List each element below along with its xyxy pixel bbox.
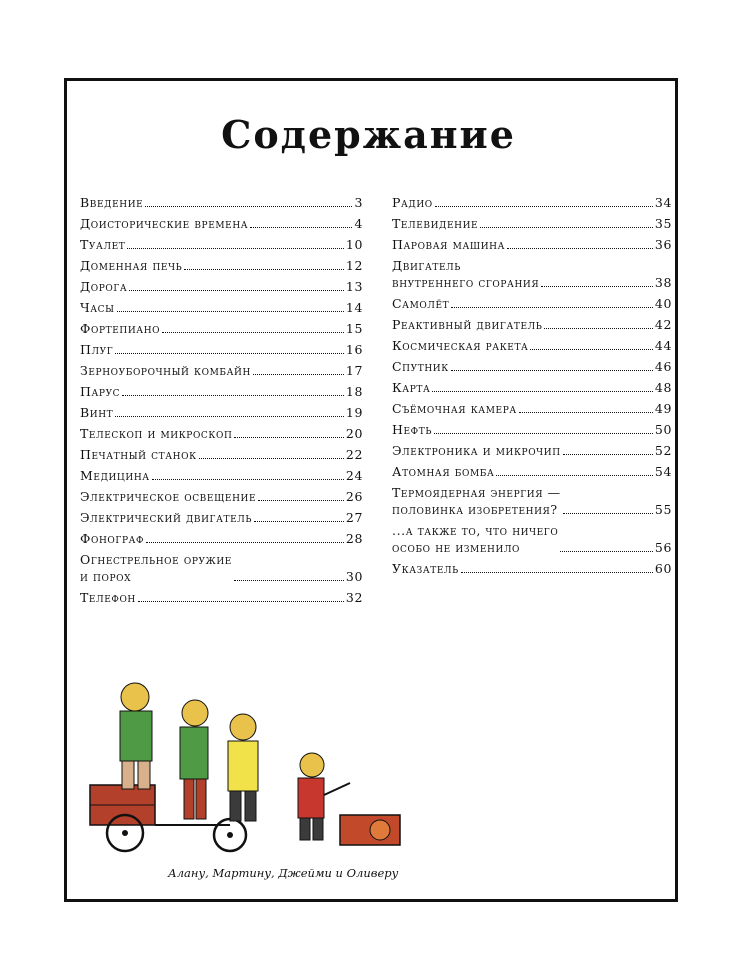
toc-entry <box>392 438 672 459</box>
page-title: Содержание <box>221 112 516 157</box>
toc-entry-title: Реактивный двигатель <box>392 317 543 332</box>
toc-entry-page: 60 <box>654 561 672 576</box>
toc-entry-title: Винт <box>80 405 114 420</box>
toc-entry-title: Атомная бомба <box>392 464 495 479</box>
toc-entry-page: 30 <box>345 569 363 584</box>
toc-entry-page: 44 <box>654 338 672 353</box>
toc-entry-title: Телескоп и микроскоп <box>80 426 233 441</box>
toc-entry <box>80 190 363 211</box>
toc-entry-title: Фонограф <box>80 531 145 546</box>
toc-entry-page: 32 <box>345 590 363 605</box>
toc-entry-page: 50 <box>654 422 672 437</box>
dot-leader <box>117 311 344 312</box>
toc-entry <box>80 505 363 526</box>
toc-entry <box>80 585 363 606</box>
dot-leader <box>435 206 653 207</box>
toc-entry-title: Туалет <box>80 237 126 252</box>
toc-entry-title: Печатный станок <box>80 447 197 462</box>
dot-leader <box>560 551 653 552</box>
toc-left-column <box>80 190 363 606</box>
toc-entry-page: 38 <box>654 275 672 290</box>
toc-entry-page: 15 <box>345 321 363 336</box>
toc-entry-title: Карта <box>392 380 431 395</box>
toc-entry <box>392 312 672 333</box>
toc-entry-page: 4 <box>354 216 363 231</box>
toc-entry-title: Доменная печь <box>80 258 183 273</box>
dot-leader <box>519 412 653 413</box>
toc-entry-page: 52 <box>654 443 672 458</box>
dot-leader <box>145 206 352 207</box>
toc-entry-title: Зерноуборочный комбайн <box>80 363 251 378</box>
toc-entry-title: Телефон <box>80 590 136 605</box>
toc-entry <box>80 400 363 421</box>
dot-leader <box>461 572 653 573</box>
dot-leader <box>199 458 344 459</box>
toc-entry-page: 3 <box>354 195 363 210</box>
toc-entry-title: Фортепиано <box>80 321 161 336</box>
toc-entry <box>80 526 363 547</box>
toc-entry-page: 28 <box>345 531 363 546</box>
toc-right-column <box>392 190 672 577</box>
dot-leader <box>250 227 352 228</box>
dot-leader <box>184 269 344 270</box>
dot-leader <box>234 580 344 581</box>
toc-entry-title: Нефть <box>392 422 433 437</box>
toc-entry <box>80 379 363 400</box>
toc-entry-title: Введение <box>80 195 144 210</box>
dot-leader <box>115 353 344 354</box>
toc-entry-page: 16 <box>345 342 363 357</box>
dot-leader <box>530 349 652 350</box>
toc-entry <box>392 480 672 518</box>
toc-entry-page: 20 <box>345 426 363 441</box>
toc-entry-title: Спутник <box>392 359 449 374</box>
toc-entry-page: 55 <box>654 502 672 517</box>
dot-leader <box>451 370 653 371</box>
toc-entry <box>80 295 363 316</box>
toc-entry <box>392 291 672 312</box>
toc-entry-title: Электроника и микрочип <box>392 443 561 458</box>
toc-entry <box>80 274 363 295</box>
toc-entry-title: Доисторические времена <box>80 216 249 231</box>
dot-leader <box>544 328 652 329</box>
dot-leader <box>563 454 653 455</box>
dot-leader <box>254 521 344 522</box>
toc-entry-title: Термоядерная энергия — половинка изобретения? <box>392 485 561 517</box>
toc-entry <box>392 417 672 438</box>
dot-leader <box>115 416 344 417</box>
toc-entry-title: Часы <box>80 300 115 315</box>
toc-entry <box>80 547 363 585</box>
toc-entry-title: Телевидение <box>392 216 479 231</box>
toc-entry-page: 54 <box>654 464 672 479</box>
toc-entry-page: 46 <box>654 359 672 374</box>
toc-entry-page: 48 <box>654 380 672 395</box>
dot-leader <box>434 433 653 434</box>
toc-entry-page: 35 <box>654 216 672 231</box>
toc-entry-page: 49 <box>654 401 672 416</box>
dot-leader <box>138 601 344 602</box>
toc-entry-page: 56 <box>654 540 672 555</box>
toc-entry <box>392 518 672 556</box>
engine-graphic <box>340 815 400 845</box>
dot-leader <box>258 500 344 501</box>
toc-entry <box>392 354 672 375</box>
toc-entry-title: Космическая ракета <box>392 338 529 353</box>
toc-entry-page: 17 <box>345 363 363 378</box>
toc-entry-page: 36 <box>654 237 672 252</box>
toc-entry <box>392 556 672 577</box>
toc-entry <box>392 232 672 253</box>
boys-with-cart-illustration <box>80 665 415 865</box>
dot-leader <box>507 248 653 249</box>
dot-leader <box>451 307 653 308</box>
boy-3 <box>228 714 258 821</box>
toc-entry <box>80 421 363 442</box>
toc-entry <box>392 333 672 354</box>
dot-leader <box>127 248 344 249</box>
toc-entry <box>392 459 672 480</box>
toc-entry-page: 42 <box>654 317 672 332</box>
dot-leader <box>480 227 653 228</box>
toc-entry-page: 34 <box>654 195 672 210</box>
toc-entry-title: ...а также то, что ничего особо не изменило <box>392 523 559 555</box>
toc-entry-title: Плуг <box>80 342 114 357</box>
dot-leader <box>152 479 344 480</box>
toc-entry <box>80 316 363 337</box>
toc-entry <box>392 253 672 291</box>
toc-entry <box>80 337 363 358</box>
toc-entry-page: 40 <box>654 296 672 311</box>
toc-entry <box>80 463 363 484</box>
dot-leader <box>162 332 344 333</box>
dot-leader <box>563 513 653 514</box>
toc-entry-page: 26 <box>345 489 363 504</box>
toc-entry-title: Указатель <box>392 561 459 576</box>
dot-leader <box>496 475 652 476</box>
dot-leader <box>129 290 344 291</box>
toc-entry <box>80 358 363 379</box>
toc-entry-title: Паровая машина <box>392 237 506 252</box>
dot-leader <box>146 542 344 543</box>
toc-entry <box>80 484 363 505</box>
toc-entry-page: 10 <box>345 237 363 252</box>
toc-entry-title: Съёмочная камера <box>392 401 517 416</box>
toc-entry-title: Двигатель внутреннего сгорания <box>392 258 540 290</box>
toc-entry-title: Медицина <box>80 468 150 483</box>
toc-entry-page: 18 <box>345 384 363 399</box>
toc-entry-page: 12 <box>345 258 363 273</box>
toc-entry <box>80 442 363 463</box>
toc-entry-title: Самолёт <box>392 296 450 311</box>
toc-entry-title: Огнестрельное оружие и порох <box>80 552 232 584</box>
dot-leader <box>432 391 653 392</box>
toc-entry-page: 24 <box>345 468 363 483</box>
toc-entry-page: 14 <box>345 300 363 315</box>
toc-entry-title: Радио <box>392 195 433 210</box>
toc-entry-title: Дорога <box>80 279 128 294</box>
cart-graphic <box>90 785 246 851</box>
dot-leader <box>253 374 344 375</box>
toc-entry-title: Электрический двигатель <box>80 510 253 525</box>
toc-entry <box>80 232 363 253</box>
toc-entry <box>80 253 363 274</box>
toc-entry-page: 27 <box>345 510 363 525</box>
toc-entry <box>392 190 672 211</box>
toc-entry <box>80 211 363 232</box>
boy-2 <box>180 700 208 819</box>
toc-entry-title: Электрическое освещение <box>80 489 257 504</box>
dot-leader <box>122 395 344 396</box>
toc-entry <box>392 396 672 417</box>
toc-entry-page: 19 <box>345 405 363 420</box>
dedication-caption: Алану, Мартину, Джейми и Оливеру <box>168 866 399 880</box>
toc-entry <box>392 211 672 232</box>
dot-leader <box>541 286 653 287</box>
toc-entry-page: 13 <box>345 279 363 294</box>
boy-1 <box>120 683 152 789</box>
toc-entry-page: 22 <box>345 447 363 462</box>
dot-leader <box>234 437 343 438</box>
toc-entry-title: Парус <box>80 384 121 399</box>
toc-entry <box>392 375 672 396</box>
